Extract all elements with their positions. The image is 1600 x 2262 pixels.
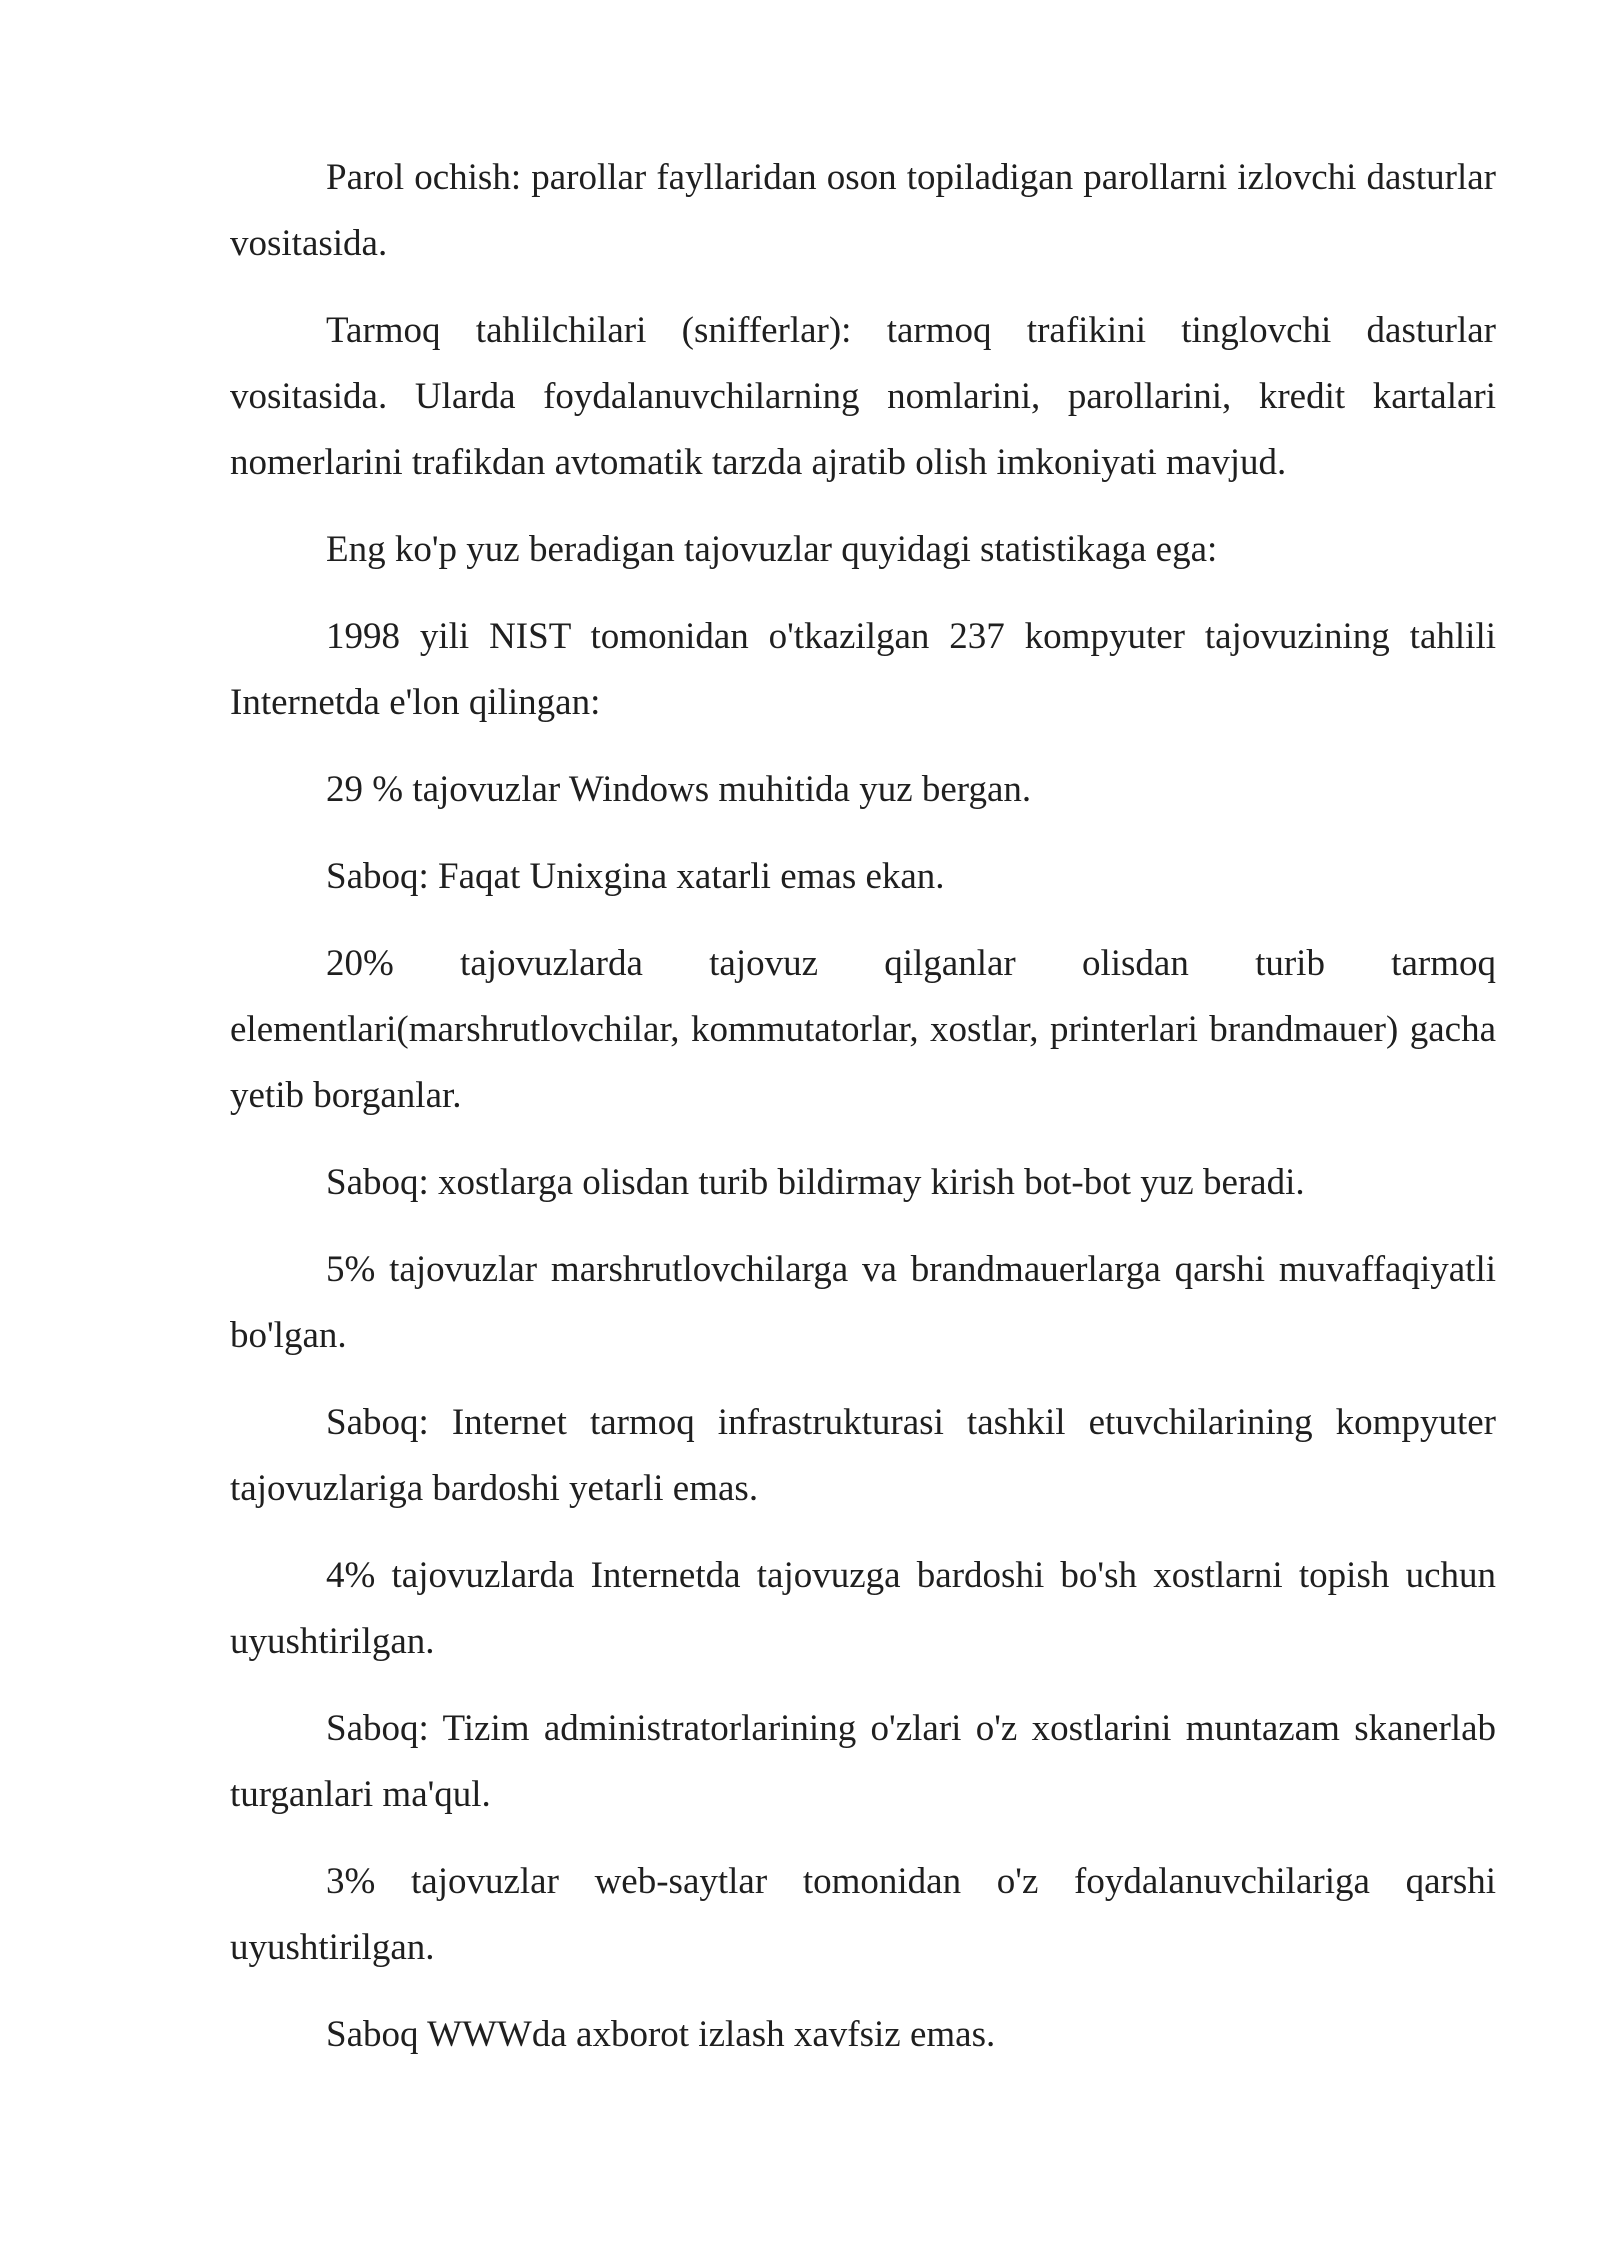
paragraph-lesson-admin-scanning: Saboq: Tizim administratorlarining o'zlari o'z xostlarini muntazam skanerlab turganlari ma'qul. [230, 1708, 1496, 1815]
paragraph-weak-hosts: 4% tajovuzlarda Internetda tajovuzga bardoshi bo'sh xostlarni topish uchun uyushtirilgan. [230, 1555, 1496, 1662]
paragraph-lesson-unix: Saboq: Faqat Unixgina xatarli emas ekan. [326, 856, 945, 897]
paragraph-windows-attacks: 29 % tajovuzlar Windows muhitida yuz bergan. [326, 769, 1032, 810]
paragraph-password-cracking: Parol ochish: parollar fayllaridan oson topiladigan parollarni izlovchi dasturlar vositasida. [230, 157, 1496, 264]
paragraph-nist-analysis: 1998 yili NIST tomonidan o'tkazilgan 237 kompyuter tajovuzining tahlili Internetda e'lon qilingan: [230, 616, 1496, 723]
paragraph-router-firewall-attacks: 5% tajovuzlar marshrutlovchilarga va brandmauerlarga qarshi muvaffaqiyatli bo'lgan. [230, 1249, 1496, 1356]
paragraph-remote-network-elements: 20% tajovuzlarda tajovuz qilganlar olisdan turib tarmoq elementlari(marshrutlovchilar, kommutatorlar, xostlar, printerlari brandmauer) gacha yetib borganlar. [230, 943, 1496, 1116]
document-page [230, 145, 1496, 2089]
paragraph-lesson-www: Saboq WWWda axborot izlash xavfsiz emas. [326, 2014, 996, 2055]
paragraph-statistics-intro: Eng ko'p yuz beradigan tajovuzlar quyidagi statistikaga ega: [326, 529, 1218, 570]
paragraph-lesson-infrastructure: Saboq: Internet tarmoq infrastrukturasi tashkil etuvchilarining kompyuter tajovuzlariga bardoshi yetarli emas. [230, 1402, 1496, 1509]
paragraph-website-attacks: 3% tajovuzlar web-saytlar tomonidan o'z foydalanuvchilariga qarshi uyushtirilgan. [230, 1861, 1496, 1968]
paragraph-lesson-remote-access: Saboq: xostlarga olisdan turib bildirmay kirish bot-bot yuz beradi. [326, 1162, 1305, 1203]
paragraph-sniffers: Tarmoq tahlilchilari (snifferlar): tarmoq trafikini tinglovchi dasturlar vositasida. Ularda foydalanuvchilarning nomlarini, parollarini, kredit kartalari nomerlarini trafikdan avtomatik tarzda ajratib olish imkoniyati mavjud. [230, 310, 1496, 483]
